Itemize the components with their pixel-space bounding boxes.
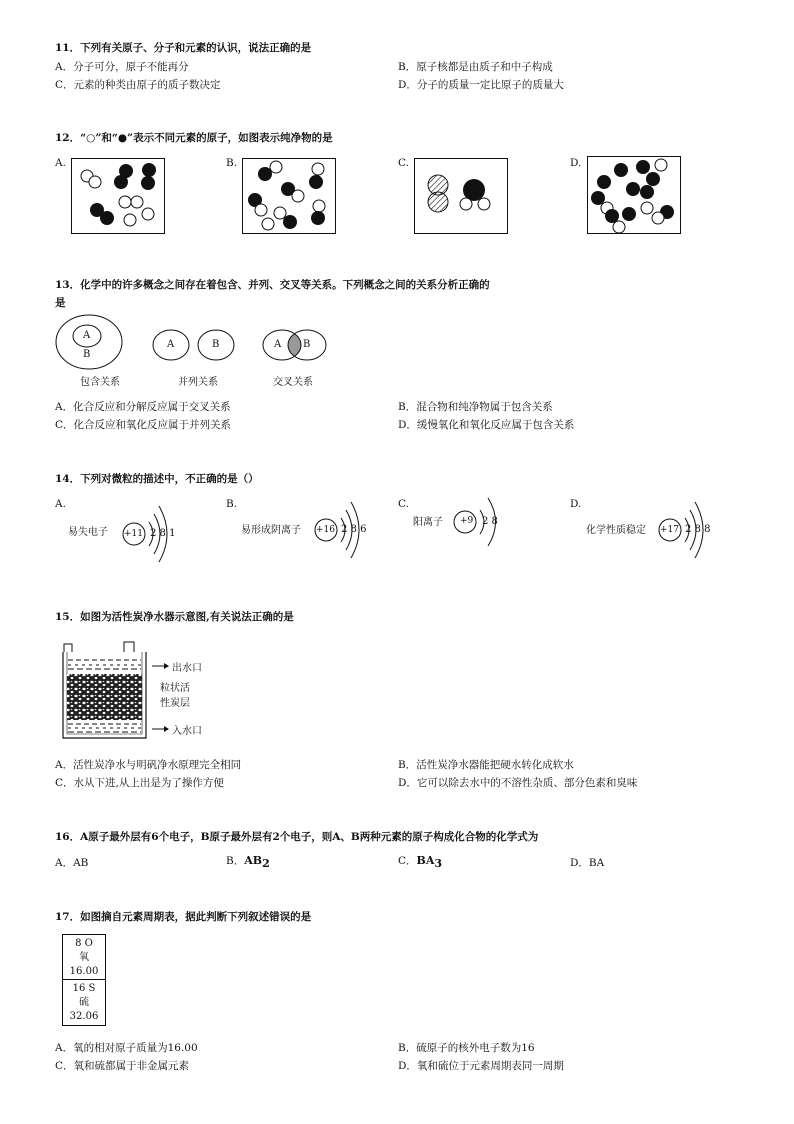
- q13-option-d: D．缓慢氧化和氧化反应属于包含关系: [398, 419, 575, 431]
- inclusion-label-a: A: [83, 330, 91, 341]
- q16-option-c: C．$BA_3$: [398, 854, 443, 871]
- caption-inclusion: 包含关系: [80, 377, 120, 388]
- q14-d-nucleus: +17: [660, 525, 679, 535]
- q12-stem: 12．“○”和“●”表示不同元素的原子，如图表示纯净物的是: [55, 132, 333, 144]
- q15-option-b: B．活性炭净水器能把硬水转化成软水: [398, 759, 574, 771]
- carbon-layer-label-1: 粒状活: [160, 683, 190, 694]
- oxygen-mass: 16.00: [69, 966, 99, 977]
- q14-b-nucleus: +16: [316, 525, 335, 535]
- q14-b-shells: 2 8 6: [341, 524, 367, 535]
- q14-a-shells: 2 8 1: [150, 528, 176, 539]
- caption-intersection: 交叉关系: [273, 377, 313, 388]
- q14-label-d: D.: [570, 498, 582, 510]
- q12-diagram-a: [71, 158, 165, 234]
- parallel-label-b: B: [212, 339, 220, 350]
- q17-option-c: C．氧和硫都属于非金属元素: [55, 1060, 190, 1072]
- inclusion-label-b: B: [83, 349, 91, 360]
- periodic-table-excerpt: [62, 934, 106, 1026]
- q13-option-b: B．混合物和纯净物属于包含关系: [398, 401, 553, 413]
- q12-label-c: C.: [398, 157, 409, 169]
- q11-option-a: A．分子可分，原子不能再分: [55, 61, 189, 73]
- q12-label-b: B.: [226, 157, 238, 169]
- q13-stem-line2: 是: [55, 297, 66, 309]
- q13-stem-line1: 13．化学中的许多概念之间存在着包含、并列、交叉等关系。下列概念之间的关系分析正确的: [55, 279, 490, 291]
- q14-d-desc: 化学性质稳定: [586, 525, 646, 536]
- q12-diagram-d: [587, 156, 681, 234]
- q14-a-nucleus: +11: [124, 529, 143, 539]
- q14-b-desc: 易形成阴离子: [241, 525, 301, 536]
- q11-option-b: B．原子核都是由质子和中子构成: [398, 61, 553, 73]
- inlet-label: 入水口: [172, 726, 202, 737]
- q11-stem: 11．下列有关原子、分子和元素的认识，说法正确的是: [55, 42, 312, 54]
- q15-option-c: C．水从下进,从上出是为了操作方便: [55, 777, 224, 789]
- sulfur-name: 硫: [79, 997, 89, 1008]
- q12-label-a: A.: [55, 157, 66, 169]
- intersection-relation-diagram: [262, 328, 332, 362]
- q16-option-b: B．$AB_2$: [226, 854, 270, 871]
- oxygen-number-symbol: 8 O: [75, 938, 93, 949]
- parallel-relation-diagram: [152, 328, 236, 362]
- q13-option-a: A．化合反应和分解反应属于交叉关系: [55, 401, 231, 413]
- q15-option-d: D．它可以除去水中的不溶性杂质、部分色素和臭味: [398, 777, 638, 789]
- q14-label-c: C.: [398, 498, 409, 510]
- q16-stem: 16．A原子最外层有6个电子，B原子最外层有2个电子，则A、B两种元素的原子构成化合物的化学式为: [55, 831, 539, 843]
- sulfur-cell: [63, 980, 105, 1024]
- q15-option-a: A．活性炭净水与明矾净水原理完全相同: [55, 759, 242, 771]
- sulfur-mass: 32.06: [69, 1011, 99, 1022]
- q17-option-b: B．硫原子的核外电子数为16: [398, 1042, 535, 1054]
- q12-diagram-c: [414, 158, 508, 234]
- outlet-label: 出水口: [172, 663, 202, 674]
- inclusion-relation-diagram: [55, 313, 125, 371]
- sulfur-number-symbol: 16 S: [72, 983, 96, 994]
- carbon-filter-diagram: [58, 638, 158, 742]
- q17-stem: 17．如图摘自元素周期表，据此判断下列叙述错误的是: [55, 911, 312, 923]
- q16-option-d: D．BA: [570, 857, 605, 869]
- q11-option-c: C．元素的种类由原子的质子数决定: [55, 79, 221, 91]
- q17-option-a: A．氧的相对原子质量为16.00: [55, 1042, 198, 1054]
- q13-option-c: C．化合反应和氧化反应属于并列关系: [55, 419, 232, 431]
- intersection-label-b: B: [303, 339, 311, 350]
- q12-label-d: D.: [570, 157, 582, 169]
- q17-option-d: D．氧和硫位于元素周期表同一周期: [398, 1060, 564, 1072]
- q14-a-desc: 易失电子: [68, 527, 108, 538]
- parallel-label-a: A: [167, 339, 175, 350]
- q14-c-desc: 阳离子: [413, 517, 443, 528]
- q14-c-nucleus: +9: [460, 516, 474, 526]
- oxygen-name: 氧: [79, 952, 89, 963]
- q14-label-a: A.: [55, 498, 66, 510]
- q14-label-b: B.: [226, 498, 238, 510]
- caption-parallel: 并列关系: [178, 377, 218, 388]
- intersection-label-a: A: [274, 339, 282, 350]
- q11-option-d: D．分子的质量一定比原子的质量大: [398, 79, 564, 91]
- q15-stem: 15．如图为活性炭净水器示意图,有关说法正确的是: [55, 611, 294, 623]
- q14-stem: 14．下列对微粒的描述中，不正确的是（）: [55, 473, 259, 485]
- q16-option-a: A．AB: [55, 857, 89, 869]
- q12-diagram-b: [242, 158, 336, 234]
- q14-d-shells: 2 8 8: [685, 524, 711, 535]
- carbon-layer-label-2: 性炭层: [160, 698, 190, 709]
- oxygen-cell: [63, 935, 105, 980]
- q14-c-shells: 2 8: [482, 516, 498, 527]
